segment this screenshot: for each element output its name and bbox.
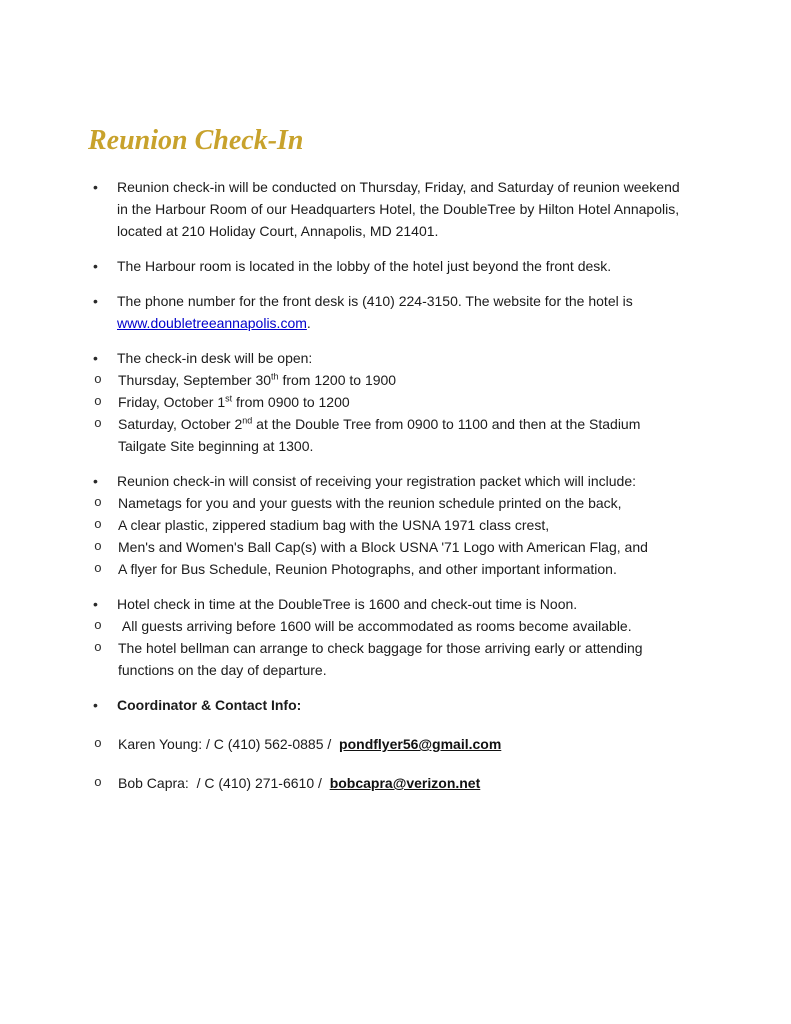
sub-bullet-text bbox=[118, 514, 691, 536]
text-run: Reunion check-in will consist of receiving your registration packet which will include: bbox=[117, 473, 637, 489]
bullet-marker: • bbox=[93, 293, 98, 309]
text-run: The hotel bellman can arrange to check baggage for those arriving early or attending functions on the day of departure. bbox=[118, 640, 647, 678]
sub-bullet-marker: o bbox=[94, 775, 102, 790]
sub-bullet-item bbox=[94, 369, 691, 391]
text-run: Friday, October 1 bbox=[118, 394, 226, 410]
karen-young-email-link[interactable]: pondflyer56@gmail.com bbox=[339, 736, 502, 752]
text-run: All guests arriving before 1600 will be accommodated as rooms become available. bbox=[118, 618, 632, 634]
text-run: th bbox=[271, 371, 279, 382]
sub-bullet-item bbox=[94, 733, 691, 755]
sub-bullet-item bbox=[94, 514, 691, 536]
bullet-item bbox=[88, 255, 691, 277]
sub-bullet-marker: o bbox=[94, 495, 102, 510]
bullet-marker: • bbox=[93, 350, 98, 366]
text-run: Hotel check in time at the DoubleTree is 1600 and check-out time is Noon. bbox=[117, 596, 578, 612]
bullet-marker: • bbox=[93, 596, 98, 612]
text-run: at the Double Tree from 0900 to 1100 and then at the Stadium Tailgate Site beginning at 1300. bbox=[118, 416, 645, 454]
sub-bullet-text bbox=[118, 558, 691, 580]
text-run: Reunion check-in will be conducted on Thursday, Friday, and Saturday of reunion weekend in the Harbour Room of our Headquarters Hotel, the DoubleTree by Hilton Hotel Annapolis, located at 210 Holiday Court, Annapolis, MD 21401. bbox=[117, 179, 684, 239]
text-run: Bob Capra: / C (410) 271-6610 / bbox=[118, 775, 330, 791]
bullet-block bbox=[88, 347, 691, 457]
sub-bullet-text bbox=[118, 772, 691, 794]
bullet-marker: • bbox=[93, 473, 98, 489]
bullet-item bbox=[88, 694, 691, 716]
bullet-text bbox=[117, 347, 691, 369]
bullet-item bbox=[88, 347, 691, 369]
text-run: Saturday, October 2 bbox=[118, 416, 243, 432]
sub-bullet-marker: o bbox=[94, 640, 102, 655]
sub-bullet-item bbox=[94, 413, 691, 457]
hotel-website-link[interactable]: www.doubletreeannapolis.com bbox=[117, 315, 307, 331]
bullet-block bbox=[88, 470, 691, 580]
sub-bullet-marker: o bbox=[94, 517, 102, 532]
bullet-item bbox=[88, 470, 691, 492]
text-run: Men's and Women's Ball Cap(s) with a Block USNA '71 Logo with American Flag, and bbox=[118, 539, 648, 555]
bullet-text bbox=[117, 290, 691, 334]
text-run: Karen Young: / C (410) 562-0885 / bbox=[118, 736, 340, 752]
sub-bullet-text bbox=[118, 391, 691, 413]
bullet-item bbox=[88, 290, 691, 334]
bullet-text bbox=[117, 176, 691, 242]
text-run: from 1200 to 1900 bbox=[278, 372, 397, 388]
sub-bullet-item bbox=[94, 391, 691, 413]
text-run: Coordinator & Contact Info: bbox=[117, 697, 302, 713]
text-run: The check-in desk will be open: bbox=[117, 350, 313, 366]
bullet-text bbox=[117, 593, 691, 615]
text-run: from 0900 to 1200 bbox=[232, 394, 350, 410]
sub-bullet-item bbox=[94, 536, 691, 558]
sub-bullet-marker: o bbox=[94, 394, 102, 409]
bullet-marker: • bbox=[93, 697, 98, 713]
text-run: Nametags for you and your guests with the reunion schedule printed on the back, bbox=[118, 495, 622, 511]
sub-bullet-text bbox=[118, 492, 691, 514]
page-title: Reunion Check-In bbox=[88, 125, 304, 156]
text-run: The Harbour room is located in the lobby of the hotel just beyond the front desk. bbox=[117, 258, 612, 274]
sub-bullet-item bbox=[94, 558, 691, 580]
bullet-block bbox=[88, 290, 691, 334]
sub-bullet-text bbox=[118, 369, 691, 391]
bullet-block bbox=[88, 255, 691, 277]
sub-bullet-marker: o bbox=[94, 736, 102, 751]
sub-bullet-text bbox=[118, 733, 691, 755]
sub-bullet-item bbox=[94, 615, 691, 637]
bullet-block bbox=[88, 694, 691, 794]
sub-bullet-text bbox=[118, 536, 691, 558]
bullet-text bbox=[117, 255, 691, 277]
bullet-marker: • bbox=[93, 258, 98, 274]
text-run: Thursday, September 30 bbox=[118, 372, 272, 388]
bullet-text bbox=[117, 470, 691, 492]
bob-capra-email-link[interactable]: bobcapra@verizon.net bbox=[329, 775, 481, 791]
text-run: st bbox=[225, 393, 233, 404]
sub-bullet-marker: o bbox=[94, 618, 102, 633]
sub-bullet-text bbox=[118, 413, 691, 457]
sub-bullet-marker: o bbox=[94, 539, 102, 554]
text-run: . bbox=[306, 315, 311, 331]
bullet-text bbox=[117, 694, 691, 716]
sub-bullet-item bbox=[94, 637, 691, 681]
bullet-marker: • bbox=[93, 179, 98, 195]
bullet-list bbox=[88, 176, 691, 794]
text-run: A flyer for Bus Schedule, Reunion Photographs, and other important information. bbox=[118, 561, 617, 577]
text-run: A clear plastic, zippered stadium bag with the USNA 1971 class crest, bbox=[118, 517, 550, 533]
sub-bullet-marker: o bbox=[94, 416, 102, 431]
bullet-item bbox=[88, 593, 691, 615]
bullet-block bbox=[88, 593, 691, 681]
sub-bullet-item bbox=[94, 772, 691, 794]
bullet-block bbox=[88, 176, 691, 242]
sub-bullet-marker: o bbox=[94, 372, 102, 387]
sub-bullet-text bbox=[118, 615, 691, 637]
sub-bullet-item bbox=[94, 492, 691, 514]
text-run: The phone number for the front desk is (410) 224-3150. The website for the hotel is bbox=[117, 293, 637, 309]
sub-bullet-text bbox=[118, 637, 691, 681]
sub-bullet-marker: o bbox=[94, 561, 102, 576]
text-run: nd bbox=[242, 415, 253, 426]
bullet-item bbox=[88, 176, 691, 242]
